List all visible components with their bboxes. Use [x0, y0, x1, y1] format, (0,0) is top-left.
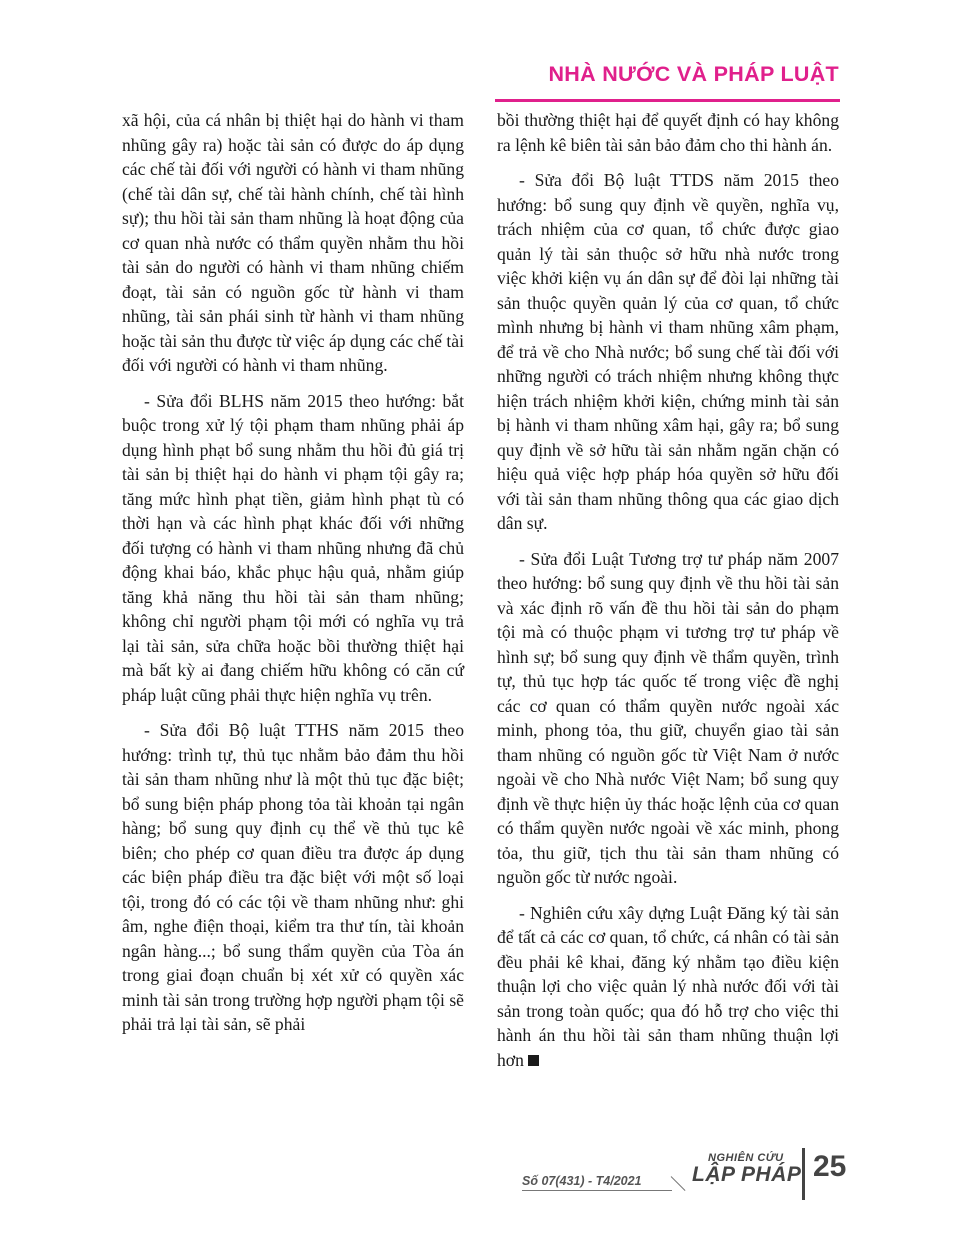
paragraph: - Sửa đổi Bộ luật TTDS năm 2015 theo hướng: bổ sung quy định về quyền, nghĩa vụ, trách nhiệm của cơ quan, tổ chức được giao quản lý tài sản thuộc sở hữu nhà nước trong việc khởi kiện vụ án dân sự để đòi lại những tài sản thuộc quyền quản lý của cơ quan, tổ chức mình nhưng bị hành vi tham nhũng xâm phạm, để trả về cho Nhà nước; bổ sung chế tài đối với những người có trách nhiệm nhưng không thực hiện trách nhiệm khởi kiện, chứng minh tài sản bị hành vi tham nhũng xâm hại, gây ra; bổ sung quy định về sở hữu tài sản nhằm ngăn chặn có hiệu quả việc hợp pháp hóa quyền sở hữu đối với tài sản tham nhũng thông qua các giao dịch dân sự.: [497, 170, 839, 533]
footer-slant-rule: [671, 1176, 686, 1191]
issue-number: Số 07(431) - T4/2021: [522, 1174, 642, 1188]
closing-paragraph: [497, 901, 839, 1073]
footer-rule: [522, 1190, 672, 1191]
page-number: 25: [813, 1150, 847, 1183]
left-column: [122, 108, 464, 1048]
title-rule: [495, 99, 840, 102]
paragraph: bồi thường thiệt hại để quyết định có hay không ra lệnh kê biên tài sản bảo đảm cho thi hành án.: [497, 110, 839, 155]
section-title: NHÀ NƯỚC VÀ PHÁP LUẬT: [548, 62, 839, 86]
paragraph: - Sửa đổi Luật Tương trợ tư pháp năm 2007 theo hướng: bổ sung quy định về thu hồi tài sản và xác định rõ vấn đề thu hồi tài sản do phạm tội mà có thuộc phạm vi tương trợ tư pháp về hình sự; bổ sung quy định về thẩm quyền, trình tự, thủ tục hợp tác quốc tế trong việc đề nghị các cơ quan có thẩm quyền nước ngoài xác minh, phong tỏa, thu giữ, chuyển giao tài sản tham nhũng có nguồn gốc từ Việt Nam ở nước ngoài về cho Nhà nước Việt Nam; bổ sung quy định về thực hiện ủy thác hoặc lệnh của cơ quan có thẩm quyền nước ngoài về xác minh, phong tỏa, thu giữ, tịch thu tài sản tham nhũng có nguồn gốc từ nước ngoài.: [497, 548, 839, 887]
right-column: [497, 108, 839, 1083]
journal-brand-bottom: LẬP PHÁP: [692, 1163, 802, 1186]
end-of-article-mark: [528, 1055, 539, 1066]
page-footer: [522, 1150, 852, 1200]
paragraph-text: - Nghiên cứu xây dựng Luật Đăng ký tài sản để tất cả các cơ quan, tổ chức, cá nhân có tài sản đều phải kê khai, đăng ký nhằm tạo điều kiện thuận lợi cho việc quản lý nhà nước đối với tài sản trong toàn quốc; qua đó hỗ trợ cho việc thi hành án thu hồi tài sản tham nhũng thuận lợi hơn: [497, 902, 839, 1070]
paragraph: - Sửa đổi BLHS năm 2015 theo hướng: bắt buộc trong xử lý tội phạm tham nhũng phải áp dụng hình phạt bổ sung nhằm thu hồi đủ giá trị tài sản bị thiệt hại do hành vi phạm tội gây ra; tăng mức hình phạt tiền, giảm hình phạt tù có thời hạn và các hình phạt khác đối với những đối tượng có hành vi tham nhũng nhưng đã chủ động khai báo, khắc phục hậu quả, nhằm giúp tăng khả năng thu hồi tài sản tham nhũng; không chỉ người phạm tội mới có nghĩa vụ trả lại tài sản, sửa chữa hoặc bồi thường thiệt hại mà bất kỳ ai đang chiếm hữu không có căn cứ pháp luật cũng phải thực hiện nghĩa vụ trên.: [122, 390, 464, 705]
paragraph: xã hội, của cá nhân bị thiệt hại do hành vi tham nhũng gây ra) hoặc tài sản có được do áp dụng các chế tài đối với người có hành vi tham nhũng (chế tài dân sự, chế tài hành chính, chế tài hình sự); thu hồi tài sản tham nhũng là hoạt động của cơ quan nhà nước có thẩm quyền nhằm thu hồi tài sản do người có hành vi tham nhũng chiếm đoạt, tài sản có nguồn gốc từ hành vi tham nhũng, tài sản phái sinh từ hành vi tham nhũng hoặc tài sản thu được từ việc áp dụng các chế tài đối với người có hành vi tham nhũng.: [122, 110, 464, 375]
journal-brand-top: NGHIÊN CỨU: [708, 1152, 784, 1164]
footer-divider: [802, 1148, 805, 1200]
paragraph: - Sửa đổi Bộ luật TTHS năm 2015 theo hướng: trình tự, thủ tục nhằm bảo đảm thu hồi tài sản tham nhũng như là một thủ tục đặc biệt; bổ sung biện pháp phong tỏa tài khoản tại ngân hàng; bổ sung quy định cụ thể về thủ tục kê biên; cho phép cơ quan điều tra được áp dụng các biện pháp điều tra đặc biệt với một số loại tội, trong đó có các tội về tham nhũng như: ghi âm, nghe điện thoại, kiểm tra thư tín, tài khoản ngân hàng...; bổ sung thẩm quyền của Tòa án trong giai đoạn chuẩn bị xét xử có quyền xác minh tài sản trong trường hợp người phạm tội sẽ phải trả lại tài sản, sẽ phải: [122, 720, 464, 1034]
